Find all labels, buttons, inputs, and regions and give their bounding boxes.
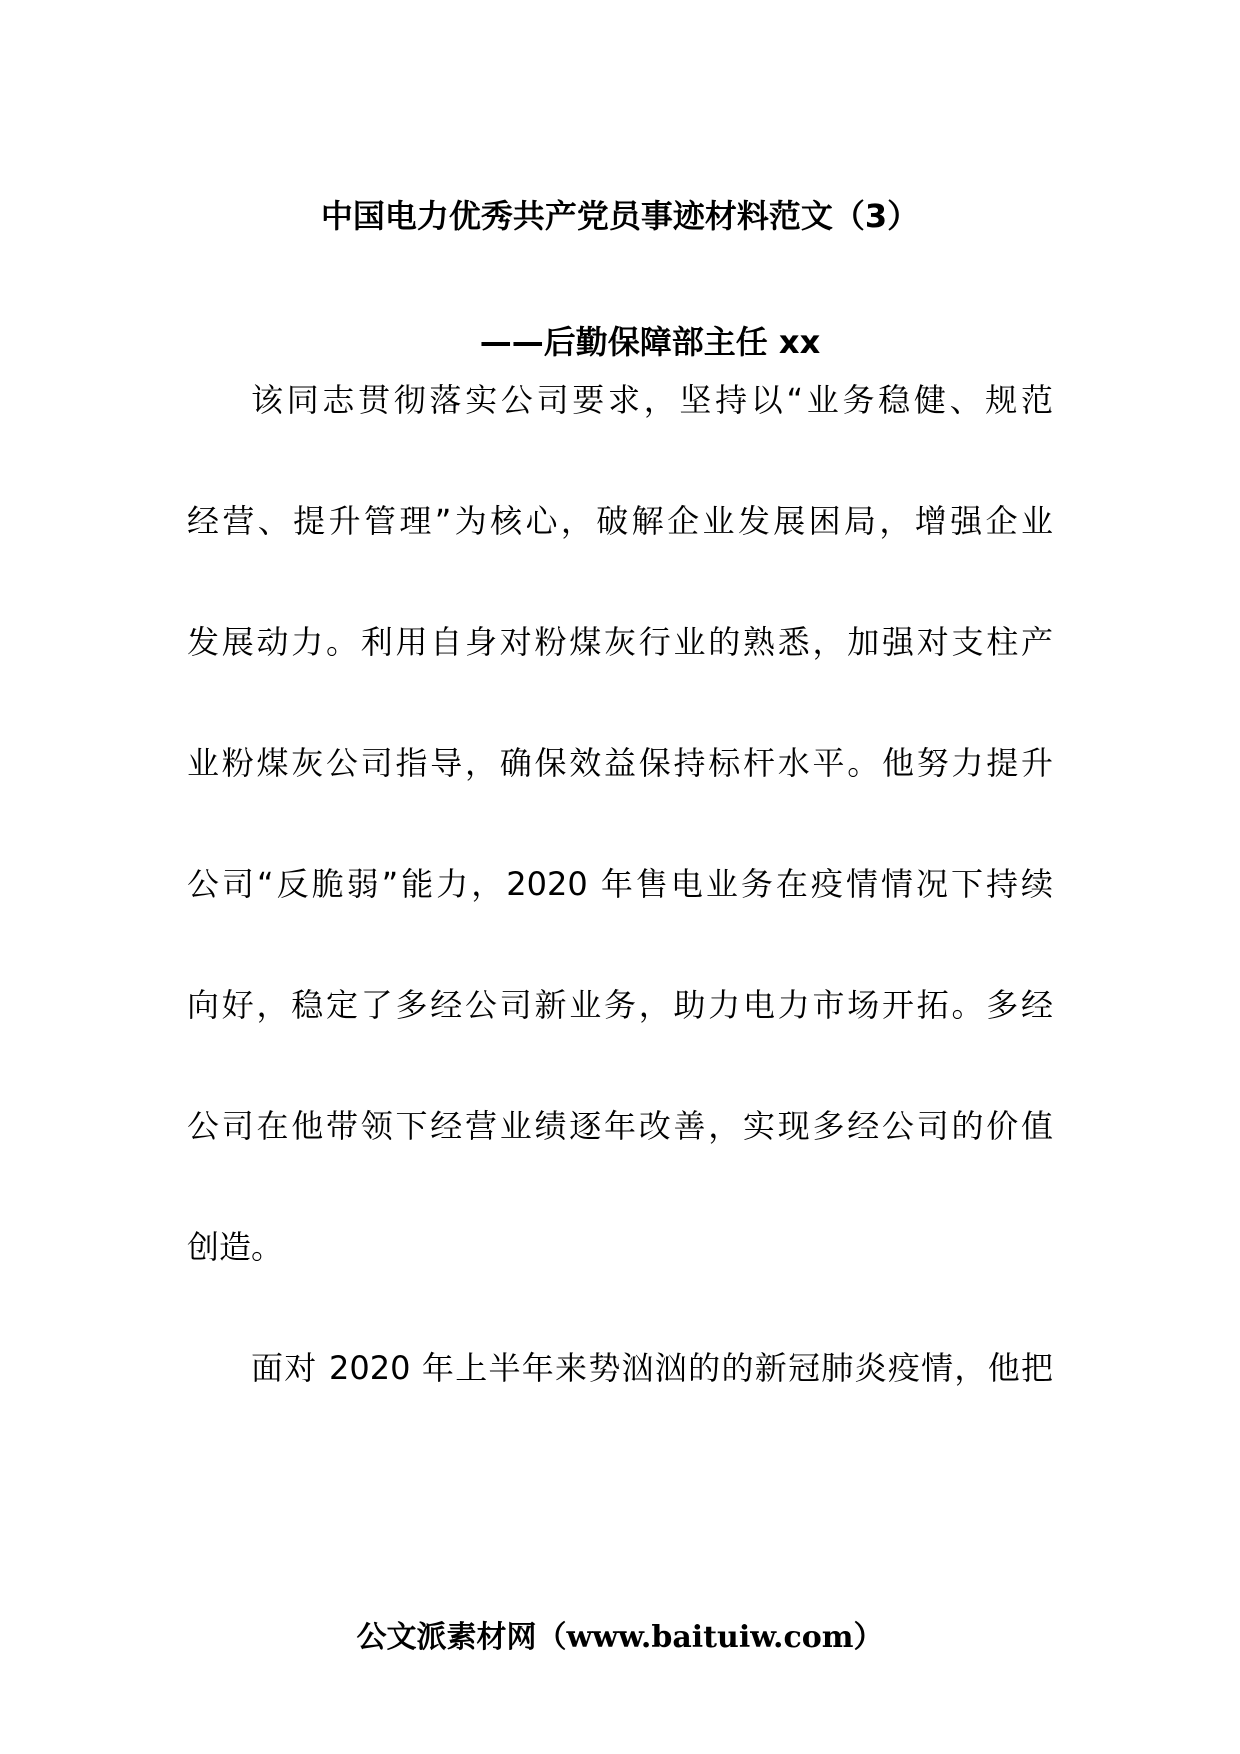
- paragraph-line: 向好，稳定了多经公司新业务，助力电力市场开拓。多经: [187, 986, 1053, 1024]
- paragraph-line: 经营、提升管理”为核心，破解企业发展困局，增强企业: [187, 502, 1053, 540]
- paragraph-line: 业粉煤灰公司指导，确保效益保持标杆水平。他努力提升: [187, 744, 1053, 782]
- page-footer: 公文派素材网（www.baituiw.com）: [356, 1620, 884, 1655]
- paragraph-line: 该同志贯彻落实公司要求，坚持以“业务稳健、规范: [251, 381, 1053, 419]
- paragraph-line: 发展动力。利用自身对粉煤灰行业的熟悉，加强对支柱产: [187, 623, 1053, 661]
- paragraph-line: 公司“反脆弱”能力，2020 年售电业务在疫情情况下持续: [187, 865, 1053, 903]
- document-title: 中国电力优秀共产党员事迹材料范文（3）: [320, 197, 920, 235]
- paragraph-line: 面对 2020 年上半年来势汹汹的的新冠肺炎疫情，他把: [251, 1349, 1053, 1387]
- document-subtitle: ——后勤保障部主任 xx: [479, 323, 821, 361]
- paragraph-line: 公司在他带领下经营业绩逐年改善，实现多经公司的价值: [187, 1107, 1053, 1145]
- paragraph-line: 创造。: [187, 1228, 284, 1266]
